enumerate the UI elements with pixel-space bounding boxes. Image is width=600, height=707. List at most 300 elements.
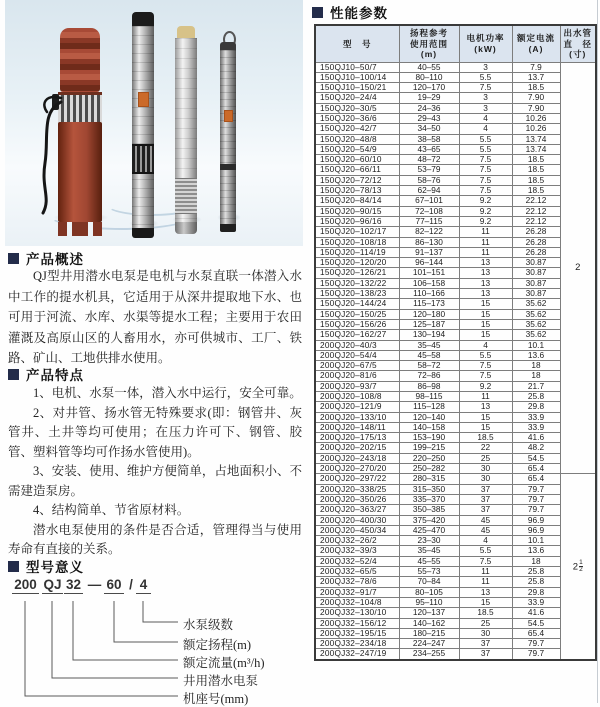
range-cell: 115–128 bbox=[399, 402, 459, 412]
model-token-flow: 32 bbox=[65, 577, 82, 592]
table-row bbox=[315, 278, 596, 288]
table-row bbox=[315, 505, 596, 515]
pump-top-cap bbox=[132, 12, 154, 26]
range-cell: 70–84 bbox=[399, 577, 459, 587]
power-cell: 7.5 bbox=[459, 361, 512, 371]
column-header-range: 扬程参考 使用范围 (m) bbox=[399, 25, 459, 62]
model-cell: 200QJ20–350/26 bbox=[315, 494, 399, 504]
power-cell: 13 bbox=[459, 268, 512, 278]
table-row bbox=[315, 206, 596, 216]
red-submersible-pump bbox=[57, 28, 103, 238]
power-cell: 25 bbox=[459, 618, 512, 628]
pump-bottom-cap bbox=[175, 222, 197, 234]
model-cell: 200QJ20–81/6 bbox=[315, 371, 399, 381]
range-cell: 335–370 bbox=[399, 494, 459, 504]
range-cell: 153–190 bbox=[399, 433, 459, 443]
current-cell: 35.62 bbox=[512, 309, 560, 319]
current-cell: 25.8 bbox=[512, 567, 560, 577]
range-cell: 140–158 bbox=[399, 422, 459, 432]
model-cell: 200QJ20–270/20 bbox=[315, 464, 399, 474]
power-cell: 22 bbox=[459, 443, 512, 453]
model-cell: 150QJ20–30/5 bbox=[315, 103, 399, 113]
model-cell: 200QJ32–91/7 bbox=[315, 587, 399, 597]
model-cell: 150QJ20–156/26 bbox=[315, 319, 399, 329]
range-cell: 280–315 bbox=[399, 474, 459, 484]
table-row bbox=[315, 134, 596, 144]
table-row bbox=[315, 464, 596, 474]
current-cell: 10.1 bbox=[512, 340, 560, 350]
model-cell: 200QJ32–65/5 bbox=[315, 567, 399, 577]
range-cell: 101–151 bbox=[399, 268, 459, 278]
power-cell: 18.5 bbox=[459, 608, 512, 618]
table-row bbox=[315, 433, 596, 443]
model-cell: 200QJ32–26/2 bbox=[315, 536, 399, 546]
model-cell: 200QJ20–243/18 bbox=[315, 453, 399, 463]
current-cell: 7.90 bbox=[512, 93, 560, 103]
power-cell: 5.5 bbox=[459, 350, 512, 360]
range-cell: 55–73 bbox=[399, 567, 459, 577]
current-cell: 33.9 bbox=[512, 412, 560, 422]
model-cell: 150QJ20–48/8 bbox=[315, 134, 399, 144]
power-cell: 11 bbox=[459, 237, 512, 247]
range-cell: 67–101 bbox=[399, 196, 459, 206]
model-cell: 150QJ20–126/21 bbox=[315, 268, 399, 278]
model-cell: 200QJ20–133/10 bbox=[315, 412, 399, 422]
range-cell: 98–115 bbox=[399, 392, 459, 402]
table-row bbox=[315, 371, 596, 381]
model-cell: 150QJ20–108/18 bbox=[315, 237, 399, 247]
table-row bbox=[315, 556, 596, 566]
range-cell: 72–86 bbox=[399, 371, 459, 381]
page-edge-line bbox=[597, 0, 598, 703]
power-cell: 9.2 bbox=[459, 206, 512, 216]
model-cell: 150QJ20–42/7 bbox=[315, 124, 399, 134]
range-cell: 53–79 bbox=[399, 165, 459, 175]
section-title-performance bbox=[312, 2, 388, 22]
power-cell: 45 bbox=[459, 515, 512, 525]
pump-steel-body bbox=[220, 50, 236, 224]
range-cell: 120–180 bbox=[399, 309, 459, 319]
model-cell: 150QJ20–120/20 bbox=[315, 258, 399, 268]
outlet-diameter-cell: 2 bbox=[560, 62, 596, 474]
power-cell: 15 bbox=[459, 299, 512, 309]
power-cell: 3 bbox=[459, 103, 512, 113]
section-title-features bbox=[8, 364, 84, 384]
power-cell: 7.5 bbox=[459, 186, 512, 196]
range-cell: 48–72 bbox=[399, 155, 459, 165]
table-row bbox=[315, 443, 596, 453]
table-row bbox=[315, 247, 596, 257]
current-cell: 30.87 bbox=[512, 258, 560, 268]
power-cell: 15 bbox=[459, 412, 512, 422]
model-cell: 150QJ20–150/25 bbox=[315, 309, 399, 319]
power-cell: 11 bbox=[459, 247, 512, 257]
model-cell: 200QJ20–93/7 bbox=[315, 381, 399, 391]
current-cell: 96.9 bbox=[512, 515, 560, 525]
table-row bbox=[315, 237, 596, 247]
table-row bbox=[315, 196, 596, 206]
diagram-label-stages: 水泵级数 bbox=[183, 618, 234, 632]
current-cell: 13.6 bbox=[512, 546, 560, 556]
table-row bbox=[315, 381, 596, 391]
model-cell: 200QJ32–104/8 bbox=[315, 597, 399, 607]
table-row bbox=[315, 412, 596, 422]
range-cell: 130–194 bbox=[399, 330, 459, 340]
model-cell: 150QJ20–36/6 bbox=[315, 113, 399, 123]
range-cell: 315–350 bbox=[399, 484, 459, 494]
current-cell: 41.6 bbox=[512, 433, 560, 443]
section-title-overview bbox=[8, 248, 84, 268]
current-cell: 7.9 bbox=[512, 62, 560, 72]
features-note: 潜水电泵使用的条件是否合适，管理得当与使用寿命有直接的关系。 bbox=[8, 522, 302, 556]
model-token-head: 60 bbox=[104, 577, 124, 594]
table-row bbox=[315, 453, 596, 463]
power-cell: 5.5 bbox=[459, 72, 512, 82]
range-cell: 38–58 bbox=[399, 134, 459, 144]
feature-item: 4、结构简单、节省原材料。 bbox=[33, 503, 190, 517]
section-bullet-icon bbox=[8, 369, 19, 380]
pump-label bbox=[224, 110, 233, 122]
diagram-label-head: 额定扬程(m) bbox=[183, 638, 252, 652]
table-row bbox=[315, 289, 596, 299]
table-row bbox=[315, 72, 596, 82]
model-cell: 200QJ20–121/9 bbox=[315, 402, 399, 412]
model-cell: 200QJ32–247/19 bbox=[315, 649, 399, 660]
table-row bbox=[315, 628, 596, 638]
model-cell: 200QJ32–195/15 bbox=[315, 628, 399, 638]
range-cell: 86–98 bbox=[399, 381, 459, 391]
column-header-model: 型 号 bbox=[315, 25, 399, 62]
power-cell: 11 bbox=[459, 392, 512, 402]
table-row bbox=[315, 639, 596, 649]
model-cell: 200QJ20–450/34 bbox=[315, 525, 399, 535]
power-cell: 15 bbox=[459, 330, 512, 340]
range-cell: 58–76 bbox=[399, 175, 459, 185]
table-row bbox=[315, 309, 596, 319]
current-cell: 48.2 bbox=[512, 443, 560, 453]
power-cell: 7.5 bbox=[459, 83, 512, 93]
right-column bbox=[310, 0, 600, 703]
diagram-label-type: 井用潜水电泵 bbox=[183, 674, 259, 688]
range-cell: 40–55 bbox=[399, 62, 459, 72]
power-cell: 13 bbox=[459, 278, 512, 288]
current-cell: 41.6 bbox=[512, 608, 560, 618]
table-row bbox=[315, 258, 596, 268]
table-row bbox=[315, 62, 596, 72]
model-meaning-diagram bbox=[0, 601, 300, 706]
section-bullet-icon bbox=[8, 561, 19, 572]
model-cell: 200QJ20–363/27 bbox=[315, 505, 399, 515]
model-cell: 200QJ20–297/22 bbox=[315, 474, 399, 484]
pump-bottom-cap bbox=[220, 224, 236, 232]
table-row bbox=[315, 165, 596, 175]
current-cell: 18.5 bbox=[512, 186, 560, 196]
pump-top-cap bbox=[220, 42, 236, 50]
power-cell: 9.2 bbox=[459, 196, 512, 206]
power-cell: 11 bbox=[459, 567, 512, 577]
range-cell: 350–385 bbox=[399, 505, 459, 515]
range-cell: 375–420 bbox=[399, 515, 459, 525]
table-row bbox=[315, 525, 596, 535]
table-row bbox=[315, 392, 596, 402]
current-cell: 21.7 bbox=[512, 381, 560, 391]
table-row bbox=[315, 546, 596, 556]
model-cell: 150QJ10–100/14 bbox=[315, 72, 399, 82]
range-cell: 35–45 bbox=[399, 546, 459, 556]
range-cell: 199–215 bbox=[399, 443, 459, 453]
range-cell: 80–110 bbox=[399, 72, 459, 82]
table-row bbox=[315, 330, 596, 340]
pump-bottom-cap bbox=[132, 228, 154, 238]
table-row bbox=[315, 597, 596, 607]
current-cell: 26.28 bbox=[512, 237, 560, 247]
power-cell: 13 bbox=[459, 258, 512, 268]
current-cell: 33.9 bbox=[512, 422, 560, 432]
section-title-text: 产品概述 bbox=[26, 252, 84, 267]
power-cell: 18.5 bbox=[459, 433, 512, 443]
power-cell: 15 bbox=[459, 309, 512, 319]
range-cell: 106–158 bbox=[399, 278, 459, 288]
current-cell: 22.12 bbox=[512, 206, 560, 216]
range-cell: 24–36 bbox=[399, 103, 459, 113]
section-title-text: 产品特点 bbox=[26, 368, 84, 383]
current-cell: 79.7 bbox=[512, 494, 560, 504]
model-cell: 150QJ20–24/4 bbox=[315, 93, 399, 103]
current-cell: 30.87 bbox=[512, 268, 560, 278]
performance-parameters-table bbox=[314, 24, 597, 661]
section-bullet-icon bbox=[312, 7, 323, 18]
column-header-outlet: 出水管 直 径 (寸) bbox=[560, 25, 596, 62]
table-body bbox=[315, 62, 596, 660]
power-cell: 30 bbox=[459, 628, 512, 638]
power-cell: 37 bbox=[459, 484, 512, 494]
outlet-diameter-cell: 2 $\frac{1}{2}$ bbox=[560, 474, 596, 660]
table-row bbox=[315, 103, 596, 113]
current-cell: 10.26 bbox=[512, 124, 560, 134]
current-cell: 65.4 bbox=[512, 474, 560, 484]
model-token-stages: 4 bbox=[136, 577, 151, 594]
range-cell: 23–30 bbox=[399, 536, 459, 546]
feature-item: 1、电机、水泵一体，潜入水中运行，安全可靠。 bbox=[33, 386, 302, 400]
model-cell: 150QJ20–78/13 bbox=[315, 186, 399, 196]
table-row bbox=[315, 175, 596, 185]
power-cell: 15 bbox=[459, 597, 512, 607]
current-cell: 18 bbox=[512, 371, 560, 381]
range-cell: 19–29 bbox=[399, 93, 459, 103]
power-cell: 4 bbox=[459, 340, 512, 350]
pump-label bbox=[138, 92, 149, 107]
power-cell: 45 bbox=[459, 525, 512, 535]
power-cell: 3 bbox=[459, 93, 512, 103]
range-cell: 62–94 bbox=[399, 186, 459, 196]
range-cell: 425–470 bbox=[399, 525, 459, 535]
current-cell: 79.7 bbox=[512, 484, 560, 494]
column-header-power: 电机功率 (kW) bbox=[459, 25, 512, 62]
power-cell: 15 bbox=[459, 319, 512, 329]
current-cell: 30.87 bbox=[512, 278, 560, 288]
table-row bbox=[315, 484, 596, 494]
current-cell: 18.5 bbox=[512, 155, 560, 165]
model-cell: 150QJ20–138/23 bbox=[315, 289, 399, 299]
table-row bbox=[315, 474, 596, 484]
current-cell: 35.62 bbox=[512, 299, 560, 309]
range-cell: 110–166 bbox=[399, 289, 459, 299]
range-cell: 95–110 bbox=[399, 597, 459, 607]
model-cell: 150QJ20–144/24 bbox=[315, 299, 399, 309]
stainless-pump-slim bbox=[220, 42, 236, 232]
current-cell: 54.5 bbox=[512, 618, 560, 628]
pump-feet bbox=[58, 222, 102, 236]
current-cell: 25.8 bbox=[512, 577, 560, 587]
model-cell: 200QJ32–130/10 bbox=[315, 608, 399, 618]
model-cell: 200QJ20–108/8 bbox=[315, 392, 399, 402]
table-row bbox=[315, 186, 596, 196]
current-cell: 29.8 bbox=[512, 587, 560, 597]
range-cell: 120–140 bbox=[399, 412, 459, 422]
current-cell: 33.9 bbox=[512, 597, 560, 607]
table-row bbox=[315, 83, 596, 93]
model-token-frame-size: 200 bbox=[12, 577, 39, 594]
model-cell: 150QJ20–96/16 bbox=[315, 216, 399, 226]
current-cell: 13.7 bbox=[512, 72, 560, 82]
current-cell: 18 bbox=[512, 556, 560, 566]
power-cell: 3 bbox=[459, 62, 512, 72]
overview-paragraph: QJ型井用潜水电泵是电机与水泵直联一体潜入水中工作的提水机具，它适用于从深井提取地下水、也可用于河流、水库、水渠等提水工程；主要用于农田灌溉及高原山区的人畜用水，亦可供城市、工厂、铁路、矿山、工地供排水使用。 bbox=[8, 269, 302, 365]
stainless-pump-beige-cap bbox=[175, 26, 197, 234]
range-cell: 35–45 bbox=[399, 340, 459, 350]
power-cell: 30 bbox=[459, 464, 512, 474]
model-cell: 150QJ20–60/10 bbox=[315, 155, 399, 165]
power-cell: 9.2 bbox=[459, 216, 512, 226]
model-cell: 200QJ20–54/4 bbox=[315, 350, 399, 360]
range-cell: 45–55 bbox=[399, 556, 459, 566]
power-cell: 5.5 bbox=[459, 144, 512, 154]
table-row bbox=[315, 299, 596, 309]
model-cell: 150QJ20–114/19 bbox=[315, 247, 399, 257]
pump-steel-body bbox=[132, 26, 154, 228]
model-cell: 200QJ20–338/25 bbox=[315, 484, 399, 494]
model-cell: 200QJ20–202/15 bbox=[315, 443, 399, 453]
power-cell: 11 bbox=[459, 577, 512, 587]
power-cell: 7.5 bbox=[459, 175, 512, 185]
power-cell: 25 bbox=[459, 453, 512, 463]
range-cell: 120–170 bbox=[399, 83, 459, 93]
range-cell: 115–173 bbox=[399, 299, 459, 309]
column-header-current: 额定电流 (A) bbox=[512, 25, 560, 62]
table-row bbox=[315, 515, 596, 525]
current-cell: 79.7 bbox=[512, 649, 560, 660]
table-row bbox=[315, 350, 596, 360]
current-cell: 79.7 bbox=[512, 639, 560, 649]
model-cell: 200QJ20–400/30 bbox=[315, 515, 399, 525]
range-cell: 125–187 bbox=[399, 319, 459, 329]
section-title-text: 性能参数 bbox=[330, 6, 388, 21]
current-cell: 22.12 bbox=[512, 196, 560, 206]
current-cell: 26.28 bbox=[512, 227, 560, 237]
current-cell: 13.6 bbox=[512, 350, 560, 360]
power-cell: 13 bbox=[459, 402, 512, 412]
model-cell: 150QJ20–102/17 bbox=[315, 227, 399, 237]
range-cell: 86–130 bbox=[399, 237, 459, 247]
current-cell: 35.62 bbox=[512, 330, 560, 340]
power-cell: 11 bbox=[459, 227, 512, 237]
range-cell: 234–255 bbox=[399, 649, 459, 660]
range-cell: 80–105 bbox=[399, 587, 459, 597]
table-row bbox=[315, 402, 596, 412]
range-cell: 77–115 bbox=[399, 216, 459, 226]
range-cell: 250–282 bbox=[399, 464, 459, 474]
feature-item: 2、对井管、扬水管无特殊要求(即：钢管井、灰管井、土井等均可使用；在压力许可下、钢管、胶管、塑料管等均可作扬水管使用)。 bbox=[8, 405, 302, 459]
table-row bbox=[315, 155, 596, 165]
model-token-slash: / bbox=[129, 577, 133, 592]
power-cell: 9.2 bbox=[459, 381, 512, 391]
model-cell: 150QJ20–66/11 bbox=[315, 165, 399, 175]
table-row bbox=[315, 567, 596, 577]
stainless-pump-tall bbox=[132, 12, 154, 238]
model-cell: 150QJ20–132/22 bbox=[315, 278, 399, 288]
model-cell: 200QJ32–156/12 bbox=[315, 618, 399, 628]
table-row bbox=[315, 577, 596, 587]
table-row bbox=[315, 216, 596, 226]
current-cell: 18.5 bbox=[512, 83, 560, 93]
table-row bbox=[315, 340, 596, 350]
power-cell: 37 bbox=[459, 639, 512, 649]
model-cell: 200QJ20–175/13 bbox=[315, 433, 399, 443]
model-cell: 200QJ32–52/4 bbox=[315, 556, 399, 566]
table-row bbox=[315, 494, 596, 504]
feature-item: 3、安装、使用、维护方便简单，占地面积小、不需建造泵房。 bbox=[8, 464, 302, 498]
power-cell: 13 bbox=[459, 587, 512, 597]
pump-bowl-stages bbox=[60, 28, 100, 92]
table-row bbox=[315, 361, 596, 371]
table-row bbox=[315, 227, 596, 237]
current-cell: 79.7 bbox=[512, 505, 560, 515]
features-list bbox=[8, 384, 302, 560]
model-cell: 200QJ20–40/3 bbox=[315, 340, 399, 350]
pump-intake-mesh bbox=[175, 178, 197, 214]
range-cell: 45–58 bbox=[399, 350, 459, 360]
current-cell: 13.74 bbox=[512, 134, 560, 144]
range-cell: 96–144 bbox=[399, 258, 459, 268]
power-cell: 4 bbox=[459, 113, 512, 123]
power-cell: 15 bbox=[459, 422, 512, 432]
table-row bbox=[315, 93, 596, 103]
model-cell: 150QJ20–162/27 bbox=[315, 330, 399, 340]
range-cell: 220–250 bbox=[399, 453, 459, 463]
current-cell: 13.74 bbox=[512, 144, 560, 154]
range-cell: 34–50 bbox=[399, 124, 459, 134]
model-cell: 150QJ20–54/9 bbox=[315, 144, 399, 154]
range-cell: 91–137 bbox=[399, 247, 459, 257]
model-cell: 150QJ10–50/7 bbox=[315, 62, 399, 72]
model-cell: 200QJ32–39/3 bbox=[315, 546, 399, 556]
power-cell: 5.5 bbox=[459, 134, 512, 144]
range-cell: 58–72 bbox=[399, 361, 459, 371]
model-cell: 150QJ20–84/14 bbox=[315, 196, 399, 206]
table-row bbox=[315, 608, 596, 618]
table-row bbox=[315, 618, 596, 628]
range-cell: 140–162 bbox=[399, 618, 459, 628]
header-row bbox=[315, 25, 596, 62]
current-cell: 10.1 bbox=[512, 536, 560, 546]
range-cell: 180–215 bbox=[399, 628, 459, 638]
current-cell: 18.5 bbox=[512, 165, 560, 175]
power-cell: 7.5 bbox=[459, 556, 512, 566]
range-cell: 72–108 bbox=[399, 206, 459, 216]
range-cell: 224–247 bbox=[399, 639, 459, 649]
current-cell: 65.4 bbox=[512, 464, 560, 474]
range-cell: 29–43 bbox=[399, 113, 459, 123]
